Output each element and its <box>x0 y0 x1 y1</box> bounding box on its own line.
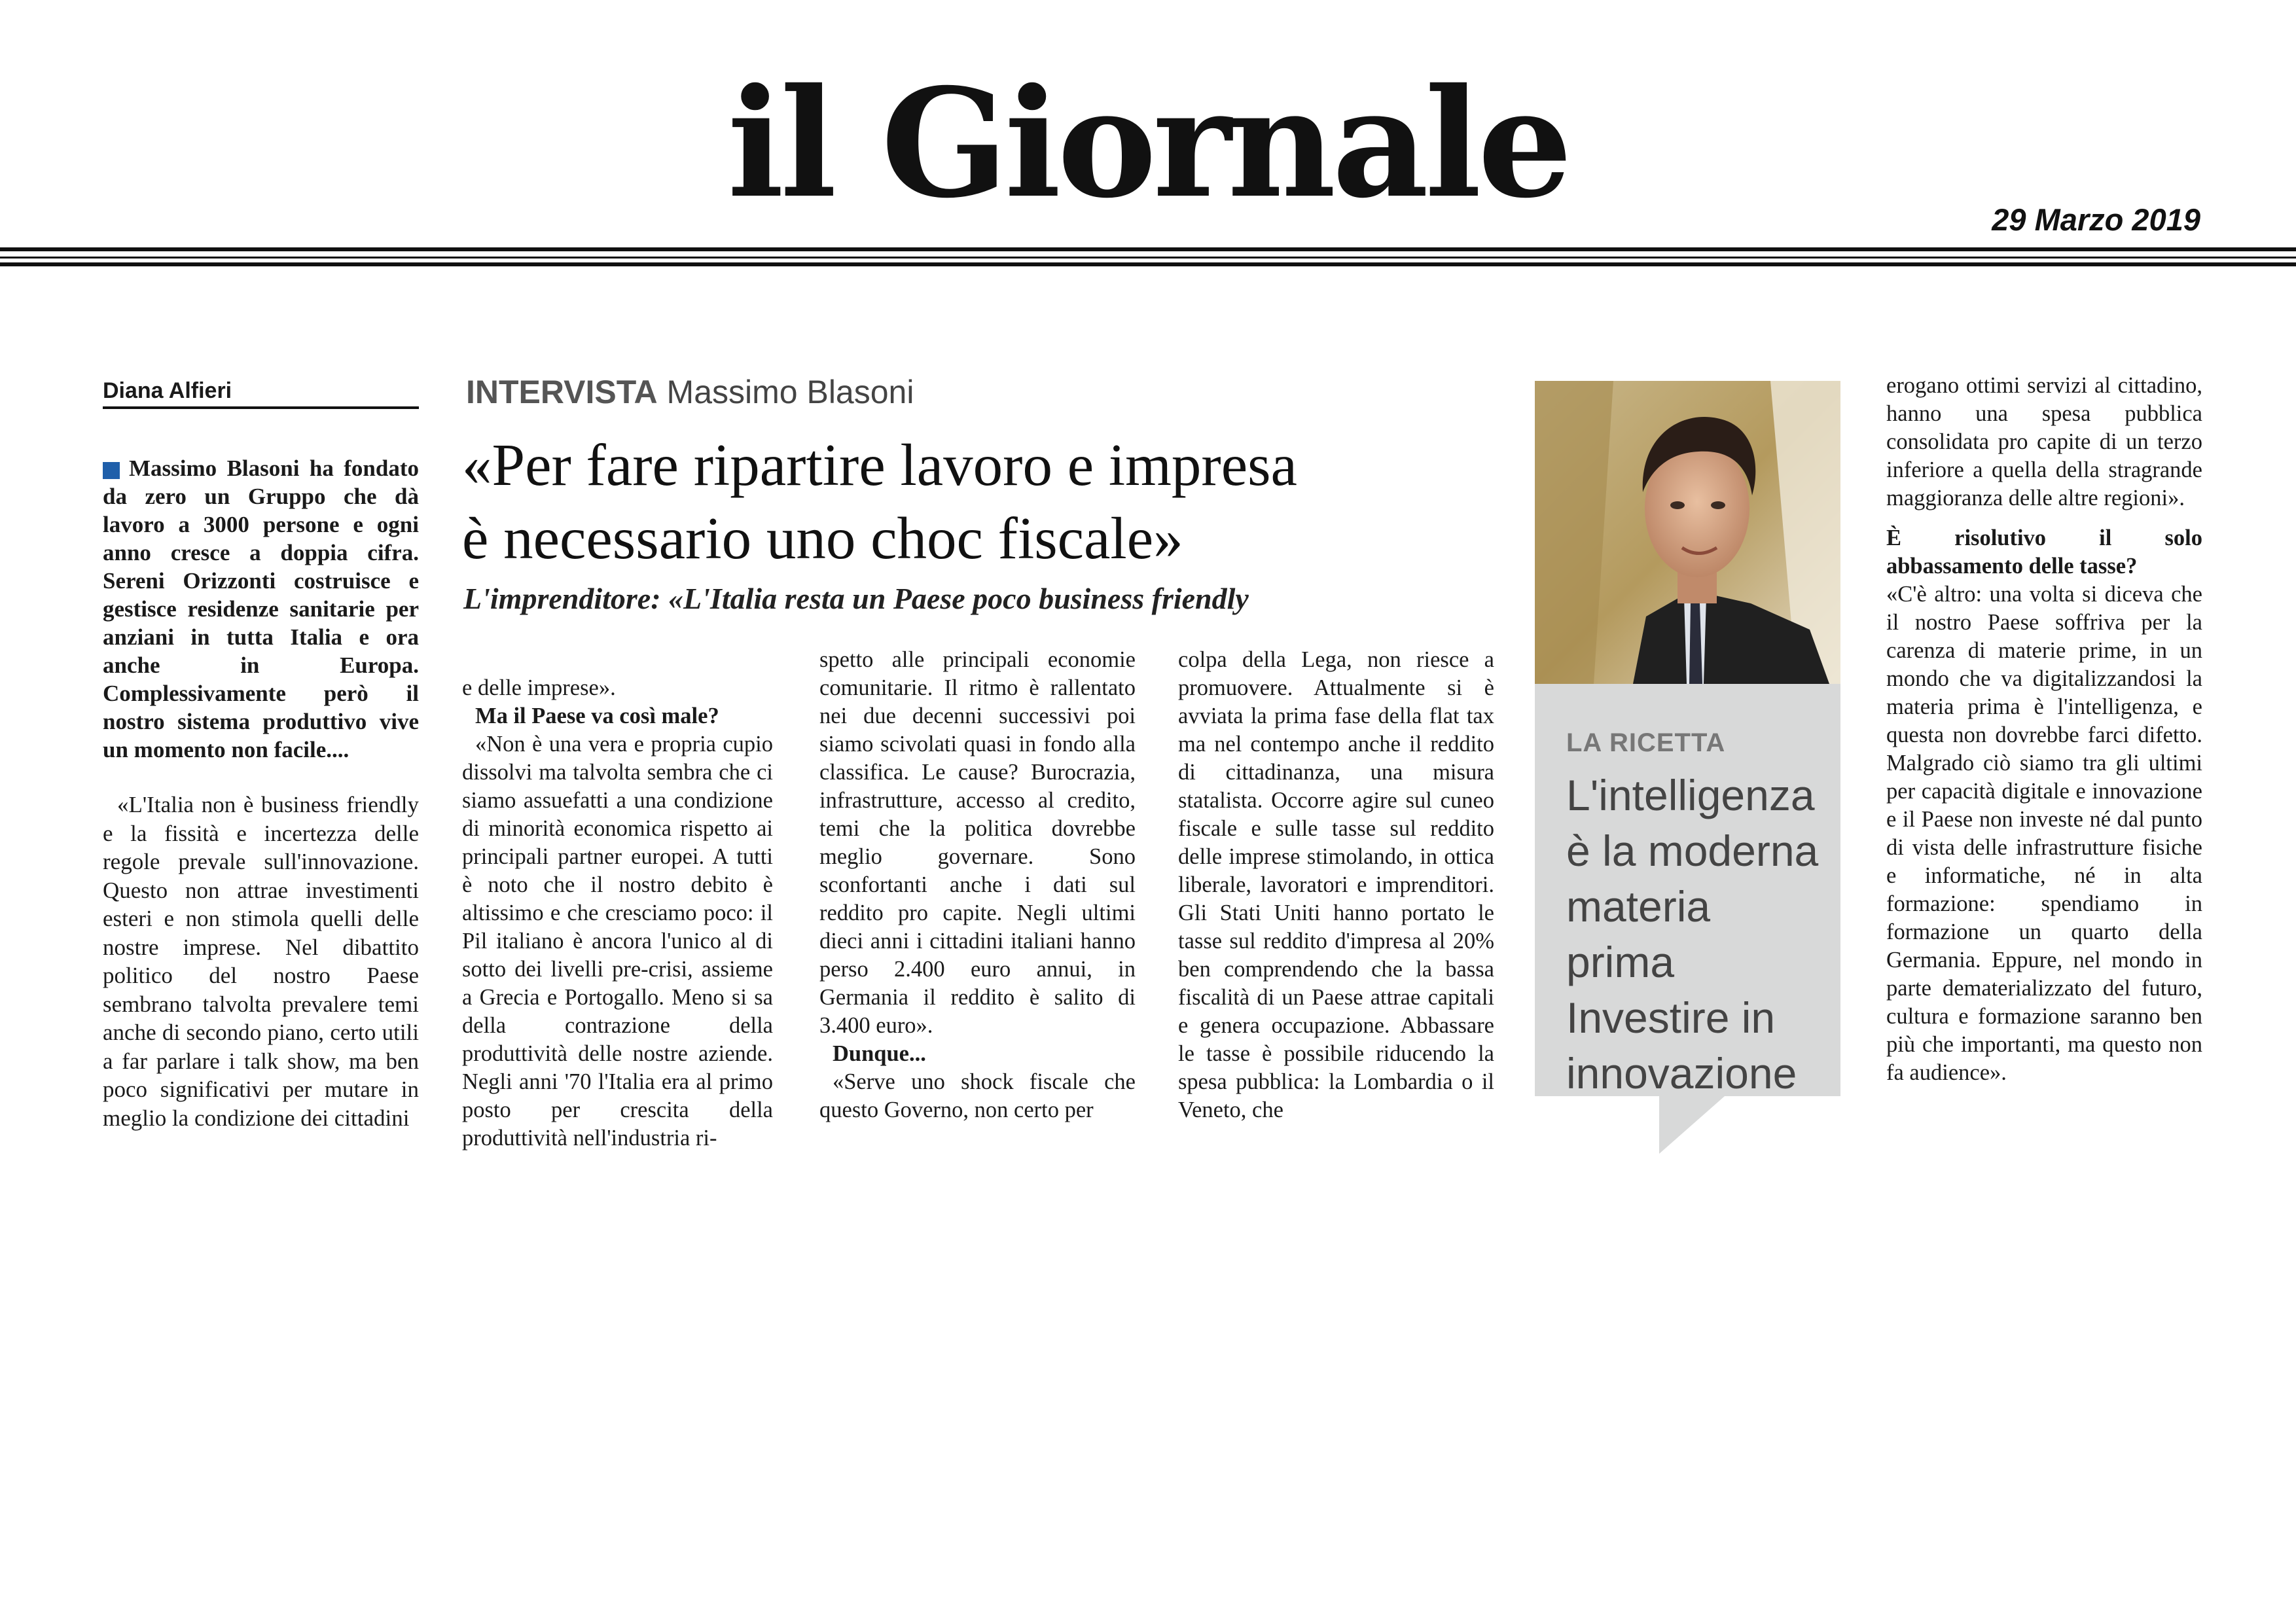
headline-line-1: «Per fare ripartire lavoro e impresa <box>462 432 1297 498</box>
header-rule-middle <box>0 257 2296 259</box>
sidebar-kicker: LA RICETTA <box>1566 728 1726 757</box>
portrait-photo <box>1535 381 1840 684</box>
author-byline: Diana Alfieri <box>103 378 419 409</box>
header-rule-top <box>0 247 2296 251</box>
question-1: Ma il Paese va così male? <box>475 704 719 728</box>
headline-line-2: è necessario uno choc fiscale» <box>462 505 1183 571</box>
article-headline <box>462 429 1535 575</box>
article-kicker <box>466 373 914 411</box>
column-4-text: colpa della Lega, non riesce a promuovere. Attualmente si è avviata la prima fase della flat tax ma nel contempo anche il reddito di cittadinanza, una misura statalista. Occorre agire sul cuneo fiscale e sulle tasse sul reddito delle imprese stimolando, in ottica liberale, lavoratori e imprenditori. Gli Stati Uniti hanno portato le tasse sul reddito d'impresa al 20% ben comprendendo che la bassa fiscalità di un Paese attrae capitali e genera occupazione. Abbassare le tasse è possibile riducendo la spesa pubblica: la Lombardia o il Veneto, che <box>1178 647 1494 1122</box>
column-5 <box>1886 372 2202 1087</box>
publication-date: 29 Marzo 2019 <box>1992 202 2200 237</box>
sidebar-line-3: materia prima <box>1566 882 1711 986</box>
article-subhead: L'imprenditore: «L'Italia resta un Paese poco business friendly <box>463 582 1249 615</box>
sidebar-line-2: è la moderna <box>1566 827 1819 875</box>
column-3 <box>819 646 1136 1124</box>
column-5-text-1: erogano ottimi servizi al cittadino, hanno una spesa pubblica consolidata pro capite di un terzo inferiore a quella della stragrande maggioranza delle altre regioni». <box>1886 373 2202 510</box>
kicker-name: Massimo Blasoni <box>666 374 914 410</box>
header-rule-bottom <box>0 262 2296 266</box>
question-2: Dunque... <box>833 1041 926 1066</box>
column-3-after: «Serve uno shock fiscale che questo Governo, non certo per <box>819 1069 1136 1122</box>
portrait-image <box>1535 381 1840 684</box>
column-4 <box>1178 646 1494 1124</box>
column-2 <box>462 674 773 1152</box>
lead-text: Massimo Blasoni ha fondato da zero un Gruppo che dà lavoro a 3000 persone e ogni anno cresce a doppia cifra. Sereni Orizzonti costruisce e gestisce residenze sanitarie per anziani in tutta Italia e ora anche in Europa. Complessivamente però il nostro sistema produttivo vive un momento non facile.... <box>103 455 419 762</box>
sidebar-pointer <box>1659 1096 1725 1154</box>
question-3: È risolutivo il solo abbassamento delle tasse? <box>1886 526 2202 579</box>
lead-paragraph <box>103 454 419 764</box>
column-2-text: «Non è una vera e propria cupio dissolvi ma talvolta sembra che ci siamo assuefatti a una condizione di minorità economica rispetto ai principali partner europei. A tutti è noto che il nostro debito è altissimo e che cresciamo poco: il Pil italiano è ancora l'unico al di sotto dei livelli pre-crisi, assieme a Grecia e Portogallo. Meno si sa della contrazione della produttività delle nostre aziende. Negli anni '70 l'Italia era al primo posto per crescita della produttività nell'industria ri- <box>462 732 773 1150</box>
kicker-label: INTERVISTA <box>466 374 658 410</box>
column-3-text: spetto alle principali economie comunitarie. Il ritmo è rallentato nei due decenni successivi poi siamo scivolati quasi in fondo alla classifica. Le cause? Burocrazia, infrastrutture, accesso al credito, temi che la politica dovrebbe meglio governare. Sono sconfortanti anche i dati sul reddito pro capite. Negli ultimi dieci anni i cittadini italiani hanno perso 2.400 euro annui, in Germania il reddito è salito di 3.400 euro». <box>819 647 1136 1038</box>
masthead-logo: il Giornale <box>727 56 1569 231</box>
sidebar-line-5: innovazione <box>1566 1049 1797 1097</box>
sidebar-line-1: L'intelligenza <box>1566 771 1815 819</box>
column-5-text-2: «C'è altro: una volta si diceva che il nostro Paese soffriva per la carenza di materie prime, in un mondo che va digitalizzandosi la materia prima è l'intelligenza, e questa non dovrebbe farci difetto. Malgrado ciò siamo tra gli ultimi per capacità digitale e innovazione e il Paese non investe né dal punto di vista delle infrastrutture fisiche e informatiche, né in alta formazione: spendiamo in formazione un quarto della Germania. Eppure, nel mondo in parte dematerializzato del futuro, cultura e formazione saranno ben più che importanti, ma questo non fa audience». <box>1886 582 2202 1085</box>
column-2-intro: e delle imprese». <box>462 675 616 700</box>
column-1-text: «L'Italia non è business friendly e la fissità e incertezza delle regole prevale sull'innovazione. Questo non attrae investimenti esteri e non stimola quelli delle nostre imprese. Nel dibattito politico del nostro Paese sembrano talvolta prevalere temi anche di secondo piano, certo utili a far parlare i talk show, ma ben poco significativi per mutare in meglio la condizione dei cittadini <box>103 792 419 1131</box>
square-bullet-icon <box>103 462 120 479</box>
sidebar-box <box>1535 684 1840 1096</box>
sidebar-headline <box>1566 768 1828 1101</box>
sidebar-line-4: Investire in <box>1566 993 1776 1042</box>
